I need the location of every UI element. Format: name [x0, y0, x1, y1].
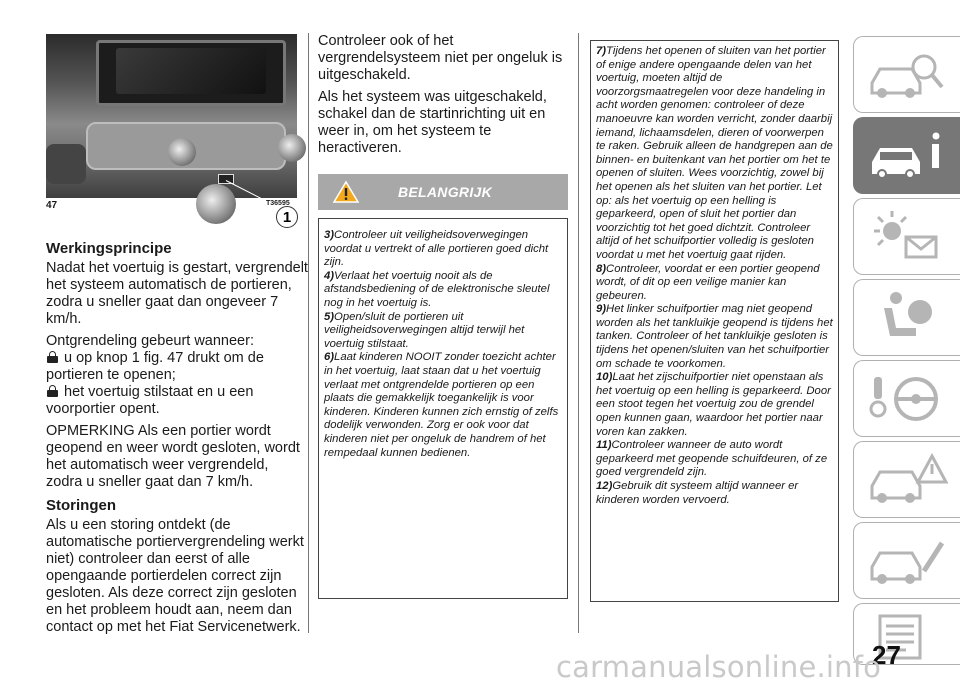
- tab-car-warning[interactable]: [853, 441, 960, 518]
- heading-storingen: Storingen: [46, 497, 116, 514]
- figure-callout: 1: [276, 206, 298, 228]
- warning-note: [596, 303, 833, 371]
- note-text: Gebruik dit systeem altijd wanneer er kinderen worden vervoerd.: [596, 480, 799, 506]
- paragraph: [46, 333, 308, 418]
- lock-icon: [47, 385, 58, 397]
- warning-triangle-icon: [332, 180, 360, 204]
- warning-note: [324, 270, 562, 311]
- warning-header: [318, 174, 568, 210]
- warning-note: [596, 480, 833, 507]
- bullet-text: voorportier opent.: [46, 401, 160, 417]
- paragraph: Als u een storing ontdekt (de automatische portiervergrendeling werkt niet) controleer dan eerst of alle opengaande portierdelen correct zijn gesloten. Als deze correct zijn gesloten en het probleem houdt aan, neem dan contact op met het Fiat Servicenetwerk.: [46, 517, 304, 635]
- tab-lights-warning[interactable]: [853, 198, 960, 275]
- note-number: 8): [596, 262, 607, 275]
- watermark: carmanualsonline.info: [556, 650, 882, 684]
- note-text: Laat kinderen NOOIT zonder toezicht achter in het voertuig, laat staan dat u het voertuig verlaat met ontgrendelde portieren op een plaats die gemakkelijk toegankelijk is voor kinderen. Kinderen kunnen zich ernstig of zelfs dodelijk verwonden. Zorg er ook voor dat kinderen niet per ongeluk de handrem of het rempedaal kunnen bedienen.: [324, 351, 559, 459]
- note-number: 11): [596, 439, 612, 452]
- warning-note: [324, 311, 562, 352]
- column-divider: [308, 33, 309, 633]
- note-number: 7): [596, 45, 607, 57]
- page-number: 27: [872, 640, 901, 670]
- tab-steering-wheel-key[interactable]: [853, 360, 960, 437]
- paragraph: OPMERKING Als een portier wordt geopend en weer wordt gesloten, wordt het automatisch weer vergrendeld, zodra u sneller gaat dan 7 km/h.: [46, 423, 300, 490]
- seat-airbag-icon: [866, 288, 950, 348]
- note-number: 6): [324, 351, 335, 364]
- warning-notes-box-continued: [590, 40, 839, 602]
- note-text: Controleer uit veiligheidsoverwegingen voordat u vertrekt of alle portieren goed dicht zijn.: [324, 229, 549, 269]
- column-divider: [578, 33, 579, 633]
- steering-wheel-key-icon: [866, 369, 950, 429]
- tab-car-magnifier[interactable]: [853, 36, 960, 113]
- warning-note: [324, 351, 562, 460]
- note-text: Tijdens het openen of sluiten van het portier of enige andere opengaande delen van het voertuig, moeten altijd de voorzorgsmaatregelen voor deze handeling in acht worden genomen: controleer of deze manoeuvre kan worden verricht, zonder daarbij iemand, lichaamsdelen, dieren of voorwerpen te raken. Gebruik alleen de handgrepen aan de binnen- en buitenkant van het portier om het te openen of sluiten. Wees voorzichtig, zowel bij het openen als het sluiten van het portier. Let op: als het voertuig op een helling is geparkeerd, open of sluit het portier dan voorzichtig tot het goed dichtzit. Controleer altijd of het schuifportier volledig is gesloten voordat u met het voertuig gaat rijden.: [596, 45, 833, 261]
- note-text: Het linker schuifportier mag niet geopend worden als het tankluikje geopend is tijdens het tanken. Controleer of het tankluikje gesloten is tijdens het openen/sluiten van het schuifportier om schade te voorkomen.: [596, 303, 833, 370]
- warning-note: [596, 263, 833, 304]
- tab-car-info[interactable]: [853, 117, 960, 194]
- car-magnifier-icon: [866, 45, 950, 105]
- note-number: 9): [596, 303, 607, 316]
- paragraph: Controleer ook of het vergrendelsysteem niet per ongeluk is uitgeschakeld.: [318, 33, 563, 83]
- bullet-text: u op knop 1 fig. 47 drukt om de: [64, 350, 264, 366]
- warning-note: [596, 371, 833, 439]
- warning-note: [596, 439, 833, 480]
- note-text: Controleer wanneer de auto wordt geparkeerd met geopende schuifdeuren, of ze goed vergrendeld zijn.: [596, 439, 828, 479]
- paragraph: Nadat het voertuig is gestart, vergrendelt het systeem automatisch de portieren, zodra u sneller gaat dan ongeveer 7 km/h.: [46, 260, 308, 327]
- note-number: 3): [324, 229, 335, 241]
- column-1: [46, 240, 308, 641]
- warning-note: [324, 229, 562, 270]
- bullet-text: het voertuig stilstaat en u een: [64, 384, 254, 400]
- paragraph: Als het systeem was uitgeschakeld, schakel dan de startinrichting uit en weer in, om het systeem te heractiveren.: [318, 89, 547, 156]
- lock-icon: [47, 351, 58, 363]
- figure-code: T36595: [266, 200, 290, 207]
- note-text: Controleer, voordat er een portier geopend wordt, of dit op een veilige manier kan gebeuren.: [596, 262, 820, 302]
- warning-notes-box: [318, 218, 568, 599]
- note-text: Open/sluit de portieren uit veiligheidsoverwegingen altijd terwijl het voertuig stilstaat.: [324, 310, 525, 350]
- car-wrench-icon: [866, 531, 950, 591]
- tab-seat-airbag[interactable]: [853, 279, 960, 356]
- tab-car-wrench[interactable]: [853, 522, 960, 599]
- car-info-icon: [866, 126, 950, 186]
- note-number: 10): [596, 371, 613, 384]
- car-warning-icon: [866, 450, 950, 510]
- note-number: 12): [596, 480, 613, 492]
- warning-note: [596, 45, 833, 263]
- heading-werkingsprincipe: Werkingsprincipe: [46, 240, 172, 257]
- paragraph-text: Ontgrendeling gebeurt wanneer:: [46, 333, 254, 349]
- note-number: 4): [324, 269, 335, 282]
- column-2-text: [318, 33, 568, 162]
- note-number: 5): [324, 310, 335, 323]
- warning-title: BELANGRIJK: [398, 184, 493, 200]
- bullet-text: portieren te openen;: [46, 367, 176, 383]
- note-text: Laat het zijschuifportier niet openstaan als het voertuig op een helling is geparkeerd. Door een stoot tegen het voertuig zou de grendel open kunnen gaan, waardoor het portier naar voren kan zakken.: [596, 371, 831, 438]
- figure-number: 47: [46, 200, 58, 211]
- lights-warning-icon: [866, 207, 950, 267]
- note-text: Verlaat het voertuig nooit als de afstandsbediening of de elektronische sleutel nog in het voertuig is.: [324, 269, 550, 309]
